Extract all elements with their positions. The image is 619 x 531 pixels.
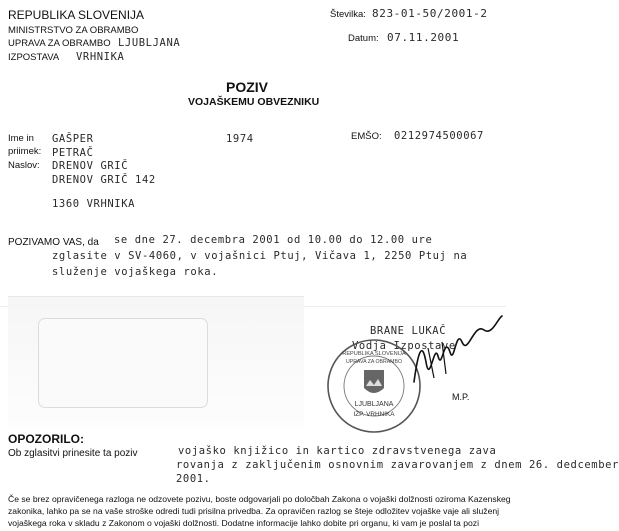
document-title: POZIV	[226, 79, 269, 95]
stamp-text-city: LJUBLJANA	[354, 401, 394, 408]
branch-label: IZPOSTAVA	[8, 52, 60, 63]
office-label: UPRAVA ZA OBRAMBO	[8, 38, 111, 49]
coat-of-arms-icon	[364, 370, 384, 393]
stamp-text-top: REPUBLIKA SLOVENIJA	[342, 351, 406, 357]
number-label: Številka:	[330, 9, 366, 20]
warning-line3: 2001.	[176, 473, 211, 485]
summons-label: POZIVAMO VAS, da	[8, 237, 99, 248]
summons-line2: zglasite v SV-4060, v vojašnici Ptuj, Vičava 1, 2250 Ptuj na	[52, 250, 468, 262]
warning-label: Ob zglasitvi prinesite ta poziv	[8, 448, 138, 459]
footer-line2: zakonika, lahko pa se na vaše stroške odredi tudi prisilna privedba. Za opravičen razlog se šteje odložitev vojaške vaje ali služenj	[8, 506, 500, 516]
document-subtitle: VOJAŠKEMU OBVEZNIKU	[188, 96, 320, 108]
last-name-value: PETRAČ	[52, 147, 94, 159]
branch-value: VRHNIKA	[76, 51, 125, 63]
number-value: 823-01-50/2001-2	[372, 7, 488, 20]
handwritten-signature	[404, 312, 504, 394]
date-label: Datum:	[348, 33, 379, 44]
first-name-value: GAŠPER	[52, 133, 94, 145]
country-name: REPUBLIKA SLOVENIJA	[8, 8, 145, 22]
address-label: Naslov:	[8, 160, 40, 171]
ministry-name: MINISTRSTVO ZA OBRAMBO	[8, 25, 139, 36]
name-label-line2: priimek:	[8, 146, 42, 157]
envelope-window	[38, 318, 208, 408]
date-value: 07.11.2001	[387, 31, 460, 44]
emso-value: 0212974500067	[394, 130, 484, 142]
stamp-text-mid: UPRAVA ZA OBRAMBO	[345, 359, 403, 365]
stamp-place-mark: M.P.	[452, 392, 470, 402]
warning-heading: OPOZORILO:	[8, 432, 84, 446]
summons-line1: se dne 27. decembra 2001 od 10.00 do 12.00 ure	[114, 234, 433, 246]
signatory-name: BRANE LUKAČ	[370, 325, 447, 337]
name-label-line1: Ime in	[8, 133, 34, 144]
warning-line2: rovanja z zaključenim osnovnim zavarovanjem z dnem 26. dedcember	[176, 459, 619, 471]
postal-value: 1360 VRHNIKA	[52, 198, 136, 210]
footer-line3: vojaškega roka v skladu z Zakonom o vojaški dolžnosti. Dodatne informacije lahko dobite pri organu, ki vam je poslal ta pozi	[8, 518, 479, 528]
birth-year-value: 1974	[226, 133, 254, 145]
warning-line1: vojaško knjižico in kartico zdravstvenega zava	[178, 445, 497, 457]
address-line2: DRENOV GRIČ 142	[52, 174, 156, 186]
emso-label: EMŠO:	[351, 131, 382, 142]
footer-line1: Če se brez opravičenega razloga ne odzovete pozivu, boste odgovarjali po določbah Zakona o vojaški dolžnosti oziroma Kazenskeg	[8, 494, 511, 504]
stamp-text-branch: IZP. VRHNIKA	[353, 411, 395, 418]
summons-line3: služenje vojaškega roka.	[52, 266, 219, 278]
signatory-title: Vodja Izpostave	[352, 340, 456, 352]
address-line1: DRENOV GRIČ	[52, 160, 129, 172]
office-value: LJUBLJANA	[118, 37, 181, 49]
